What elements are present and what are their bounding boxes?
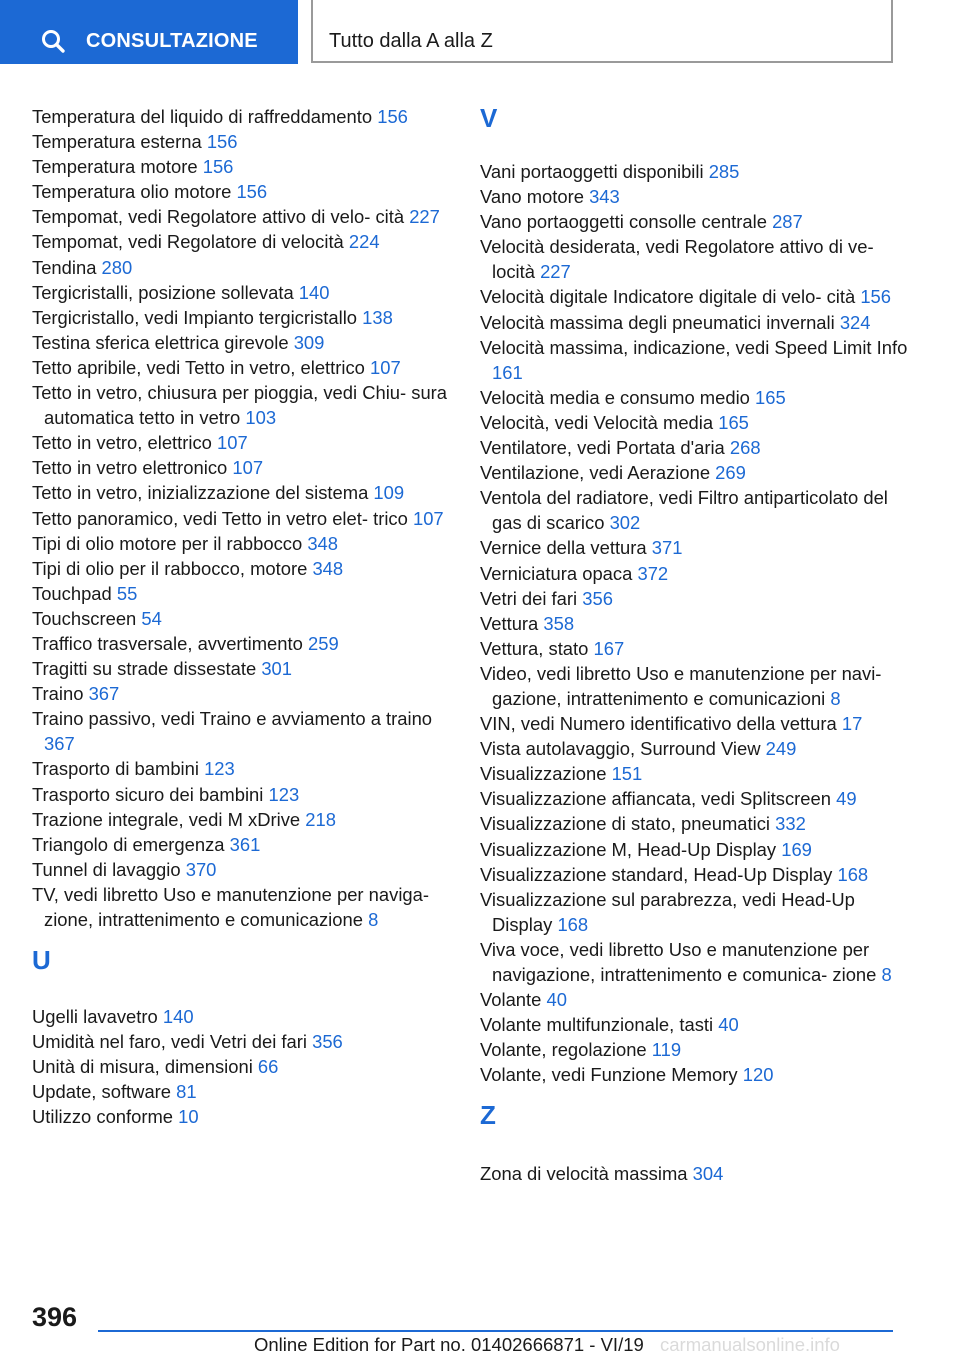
index-entry-text: Tetto in vetro elettronico: [32, 457, 228, 479]
index-entry: [480, 310, 910, 335]
page-number: 396: [32, 1302, 78, 1332]
index-entry-text: Tragitti su strade dissestate: [32, 658, 257, 680]
index-entry: [32, 229, 462, 254]
index-entry: [480, 786, 910, 811]
page-reference-link[interactable]: 49: [836, 788, 857, 810]
index-entry: [480, 837, 910, 862]
index-entry: [480, 1062, 910, 1087]
index-entry-text: Video, vedi libretto Uso e manutenzione per navi‐ gazione, intrattenimento e comunicazioni: [480, 662, 882, 709]
index-entry: [480, 586, 910, 611]
index-entry: [32, 430, 462, 455]
index-entry-text: Tetto apribile, vedi Tetto in vetro, elettrico: [32, 356, 365, 378]
index-entry-text: Vano portaoggetti consolle centrale: [480, 211, 767, 233]
index-entry-text: Tempomat, vedi Regolatore di velocità: [32, 231, 344, 253]
index-entry: [32, 204, 462, 229]
index-entry: [480, 535, 910, 560]
index-entry-text: Volante, regolazione: [480, 1039, 647, 1061]
index-entry: [32, 882, 462, 932]
page-reference-link[interactable]: 165: [755, 386, 786, 408]
page-reference-link[interactable]: 348: [312, 557, 344, 579]
index-entry-text: Trazione integrale, vedi M xDrive: [32, 808, 301, 830]
page-reference-link[interactable]: 269: [715, 462, 746, 484]
page-reference-link[interactable]: 343: [589, 186, 620, 208]
index-entry: [480, 661, 910, 711]
index-entry: [480, 611, 910, 636]
index-entry-text: Tipi di olio motore per il rabbocco: [32, 532, 303, 554]
page-reference-link[interactable]: 66: [257, 1056, 279, 1078]
page-reference-link[interactable]: 10: [178, 1106, 199, 1128]
index-entry: [32, 380, 462, 430]
index-entry: [32, 1029, 462, 1054]
page-reference-link[interactable]: 372: [637, 562, 669, 584]
index-entry-text: Visualizzazione M, Head-Up Display: [480, 838, 777, 860]
index-entry: [32, 832, 462, 857]
index-entry-text: Tendina: [32, 256, 97, 278]
index-entry: [480, 1037, 910, 1062]
index-entry: [32, 129, 462, 154]
index-entry-text: Verniciatura opaca: [480, 562, 633, 584]
page-reference-link[interactable]: 358: [543, 612, 575, 634]
index-entry: [480, 460, 910, 485]
page-reference-link[interactable]: 309: [293, 331, 325, 353]
index-entry: [480, 1012, 910, 1037]
index-entry: [480, 284, 910, 309]
index-column-right: [480, 104, 910, 1187]
index-letter-heading: V: [480, 103, 498, 133]
page-reference-link[interactable]: 356: [312, 1031, 343, 1053]
page-reference-link[interactable]: 140: [298, 281, 330, 303]
index-entry: [480, 335, 910, 385]
index-entry: [32, 631, 462, 656]
page-reference-link[interactable]: 8: [830, 687, 841, 709]
index-entry: [32, 581, 462, 606]
index-entry-text: Visualizzazione affiancata, vedi Splitscreen: [480, 788, 831, 810]
index-entry-text: Temperatura del liquido di raffreddamento: [32, 106, 373, 127]
index-entry: [480, 435, 910, 460]
page-reference-link[interactable]: 218: [305, 808, 336, 830]
index-entry: [32, 506, 462, 531]
page-reference-link[interactable]: 8: [368, 909, 379, 930]
index-entry-text: Touchscreen: [32, 607, 137, 629]
index-entry-text: Vano motore: [480, 186, 584, 208]
index-entry-text: Vettura: [480, 612, 539, 634]
page-reference-link[interactable]: 371: [651, 537, 683, 559]
page-reference-link[interactable]: 302: [609, 512, 641, 534]
index-entry-text: Vetri dei fari: [480, 587, 578, 609]
index-entry-text: Trasporto sicuro dei bambini: [32, 783, 264, 805]
index-entry: [480, 485, 910, 535]
page-reference-link[interactable]: 107: [412, 507, 444, 529]
page-reference-link[interactable]: 167: [593, 637, 625, 659]
page-reference-link[interactable]: 40: [718, 1014, 739, 1036]
page-reference-link[interactable]: 332: [775, 813, 806, 835]
index-entry-text: Vettura, stato: [480, 637, 589, 659]
index-entry-text: Touchpad: [32, 582, 112, 604]
index-entry: [32, 255, 462, 280]
search-icon: [40, 28, 66, 54]
page-reference-link[interactable]: 287: [772, 211, 803, 233]
page-reference-link[interactable]: 165: [718, 411, 749, 433]
page-reference-link[interactable]: 367: [44, 733, 75, 755]
index-entry-text: Tetto panoramico, vedi Tetto in vetro elet‐ trico: [32, 507, 408, 529]
index-entry-text: Tetto in vetro, inizializzazione del sistema: [32, 482, 369, 504]
index-entry: [32, 330, 462, 355]
index-entry: [32, 706, 462, 756]
index-entry: [32, 280, 462, 305]
page-reference-link[interactable]: 324: [839, 311, 871, 333]
footer-divider: [98, 1330, 893, 1332]
index-entry-text: Umidità nel faro, vedi Vetri dei fari: [32, 1031, 307, 1053]
index-entry-text: Zona di velocità massima: [480, 1163, 688, 1185]
index-entry: [32, 1079, 462, 1104]
page-reference-link[interactable]: 168: [837, 863, 869, 885]
index-entry: [32, 807, 462, 832]
index-entry: [480, 761, 910, 786]
index-entry-text: Tempomat, vedi Regolatore attivo di velo‐ cità: [32, 206, 405, 228]
index-entry-text: Velocità massima degli pneumatici invernali: [480, 311, 835, 333]
index-entry-text: Visualizzazione di stato, pneumatici: [480, 813, 770, 835]
page-reference-link[interactable]: 123: [204, 758, 235, 780]
index-entry: [480, 159, 910, 184]
index-entry-text: Vernice della vettura: [480, 537, 647, 559]
page-reference-link[interactable]: 361: [229, 833, 261, 855]
page-reference-link[interactable]: 120: [742, 1064, 774, 1086]
index-entry: [480, 385, 910, 410]
index-entry: [480, 636, 910, 661]
page-reference-link[interactable]: 348: [307, 532, 339, 554]
page-reference-link[interactable]: 161: [492, 361, 523, 383]
page-reference-link[interactable]: 249: [765, 738, 797, 760]
chapter-title-tab: [311, 0, 893, 63]
index-column-left: [32, 104, 462, 1130]
index-entry-text: Vista autolavaggio, Surround View: [480, 738, 761, 760]
index-entry: [480, 937, 910, 987]
index-entry: [480, 234, 910, 284]
index-entry: [32, 179, 462, 204]
index-entry-text: Tunnel di lavaggio: [32, 858, 181, 880]
index-entry-text: Ventola del radiatore, vedi Filtro antiparticolato del gas di scarico: [480, 487, 888, 534]
index-entry: [32, 455, 462, 480]
page-header: [0, 0, 960, 66]
index-entry-text: Traino passivo, vedi Traino e avviamento a traino: [32, 708, 433, 730]
index-entry-text: Temperatura olio motore: [32, 181, 232, 203]
index-entry-text: Vani portaoggetti disponibili: [480, 161, 704, 182]
page-reference-link[interactable]: 119: [651, 1039, 682, 1061]
index-entry: [32, 656, 462, 681]
page-reference-link[interactable]: 55: [116, 582, 138, 604]
index-entry: [32, 756, 462, 781]
page-reference-link[interactable]: 103: [245, 407, 277, 429]
index-entry-text: Velocità desiderata, vedi Regolatore attivo di ve‐ locità: [480, 236, 874, 283]
edition-note: Online Edition for Part no. 01402666871 - VI/19: [254, 1334, 644, 1355]
page-reference-link[interactable]: 285: [708, 161, 740, 182]
index-entry: [32, 1054, 462, 1079]
index-entry: [480, 887, 910, 937]
index-entry: [32, 606, 462, 631]
index-entry-text: Tetto in vetro, chiusura per pioggia, vedi Chiu‐ sura automatica tetto in vetro: [32, 382, 448, 429]
index-entry-text: Velocità media e consumo medio: [480, 386, 750, 408]
page-reference-link[interactable]: 156: [206, 131, 238, 153]
index-entry-text: Velocità massima, indicazione, vedi Speed Limit Info: [480, 336, 908, 358]
index-entry-text: Unità di misura, dimensioni: [32, 1056, 253, 1078]
index-entry: [480, 410, 910, 435]
page-reference-link[interactable]: 40: [546, 989, 567, 1011]
index-entry-text: Volante multifunzionale, tasti: [480, 1014, 714, 1036]
page-reference-link[interactable]: 107: [370, 356, 401, 378]
page-reference-link[interactable]: 123: [268, 783, 300, 805]
index-letter-heading: Z: [480, 1100, 496, 1131]
page-reference-link[interactable]: 169: [781, 838, 812, 860]
index-entry-text: Volante: [480, 989, 542, 1011]
page-reference-link[interactable]: 138: [362, 306, 393, 328]
page-reference-link[interactable]: 54: [141, 607, 162, 629]
page-reference-link[interactable]: 8: [881, 964, 892, 985]
index-entry: [32, 857, 462, 882]
index-entry: [480, 987, 910, 1012]
index-entry-text: Tetto in vetro, elettrico: [32, 432, 212, 454]
page-reference-link[interactable]: 156: [236, 181, 268, 203]
page-reference-link[interactable]: 367: [88, 683, 120, 705]
index-entry-text: Temperatura esterna: [32, 131, 202, 153]
index-entry-text: Tergicristalli, posizione sollevata: [32, 281, 294, 303]
page-reference-link[interactable]: 280: [101, 256, 133, 278]
index-entry: [32, 1104, 462, 1129]
page-reference-link[interactable]: 109: [373, 482, 405, 504]
index-entry: [480, 711, 910, 736]
section-tab-consultazione[interactable]: [0, 0, 298, 64]
index-entry-text: Traino: [32, 683, 84, 705]
page-reference-link[interactable]: 227: [409, 206, 440, 228]
page-reference-link[interactable]: 304: [692, 1163, 724, 1185]
index-entry-text: Traffico trasversale, avvertimento: [32, 632, 303, 654]
index-entry: [32, 1004, 462, 1029]
index-entry-text: Visualizzazione sul parabrezza, vedi Head-Up Display: [480, 888, 855, 935]
index-entry-text: Ventilatore, vedi Portata d'aria: [480, 437, 725, 459]
index-entry: [480, 209, 910, 234]
index-entry: [32, 556, 462, 581]
index-entry-text: Tipi di olio per il rabbocco, motore: [32, 557, 308, 579]
index-entry-text: Temperatura motore: [32, 156, 198, 178]
page-reference-link[interactable]: 156: [377, 106, 408, 127]
page-reference-link[interactable]: 107: [232, 457, 264, 479]
index-entry: [480, 561, 910, 586]
page-reference-link[interactable]: 156: [860, 286, 891, 308]
index-entry: [32, 355, 462, 380]
index-entry-text: VIN, vedi Numero identificativo della vettura: [480, 713, 837, 735]
section-label: CONSULTAZIONE: [86, 30, 258, 52]
index-entry: [32, 782, 462, 807]
page-reference-link[interactable]: 356: [582, 587, 613, 609]
index-entry-text: Ugelli lavavetro: [32, 1006, 158, 1028]
index-entry-text: Velocità digitale Indicatore digitale di velo‐ cità: [480, 286, 856, 308]
page-reference-link[interactable]: 17: [841, 713, 863, 735]
page-reference-link[interactable]: 151: [611, 763, 643, 785]
index-entry: [32, 154, 462, 179]
index-entry-text: Testina sferica elettrica girevole: [32, 331, 289, 353]
index-entry: [480, 184, 910, 209]
watermark: carmanualsonline.info: [660, 1334, 840, 1355]
page-reference-link[interactable]: 168: [557, 913, 589, 935]
index-entry: [480, 1161, 910, 1186]
index-entry-text: Visualizzazione: [480, 763, 607, 785]
index-entry: [480, 736, 910, 761]
index-entry-text: Trasporto di bambini: [32, 758, 199, 780]
index-entry-text: Tergicristallo, vedi Impianto tergicristallo: [32, 306, 358, 328]
page-reference-link[interactable]: 301: [261, 658, 293, 680]
index-entry: [32, 531, 462, 556]
index-entry-text: Viva voce, vedi libretto Uso e manutenzione per navigazione, intrattenimento e comunica‐ zione: [480, 938, 877, 985]
index-entry: [480, 862, 910, 887]
page-reference-link[interactable]: 224: [348, 231, 380, 253]
index-entry: [32, 305, 462, 330]
index-entry-text: Utilizzo conforme: [32, 1106, 174, 1128]
chapter-title: Tutto dalla A alla Z: [329, 30, 493, 52]
index-entry-text: Velocità, vedi Velocità media: [480, 411, 714, 433]
index-entry-text: Triangolo di emergenza: [32, 833, 225, 855]
index-entry-text: Update, software: [32, 1081, 172, 1103]
page-reference-link[interactable]: 268: [729, 437, 761, 459]
index-letter-heading: U: [32, 945, 51, 976]
page-reference-link[interactable]: 227: [540, 261, 571, 283]
index-entry-text: Visualizzazione standard, Head-Up Display: [480, 863, 833, 885]
page-reference-link[interactable]: 107: [217, 432, 248, 454]
page-reference-link[interactable]: 140: [162, 1006, 194, 1028]
page-reference-link[interactable]: 81: [176, 1081, 197, 1103]
page-reference-link[interactable]: 156: [202, 156, 234, 178]
page-reference-link[interactable]: 370: [185, 858, 217, 880]
index-entry-text: TV, vedi libretto Uso e manutenzione per naviga‐ zione, intrattenimento e comunicazione: [32, 883, 429, 930]
page-reference-link[interactable]: 259: [307, 632, 339, 654]
index-entry-text: Ventilazione, vedi Aerazione: [480, 462, 711, 484]
index-entry: [32, 480, 462, 505]
index-entry-text: Volante, vedi Funzione Memory: [480, 1064, 738, 1086]
index-entry: [32, 104, 462, 129]
index-entry: [480, 811, 910, 836]
index-entry: [32, 681, 462, 706]
